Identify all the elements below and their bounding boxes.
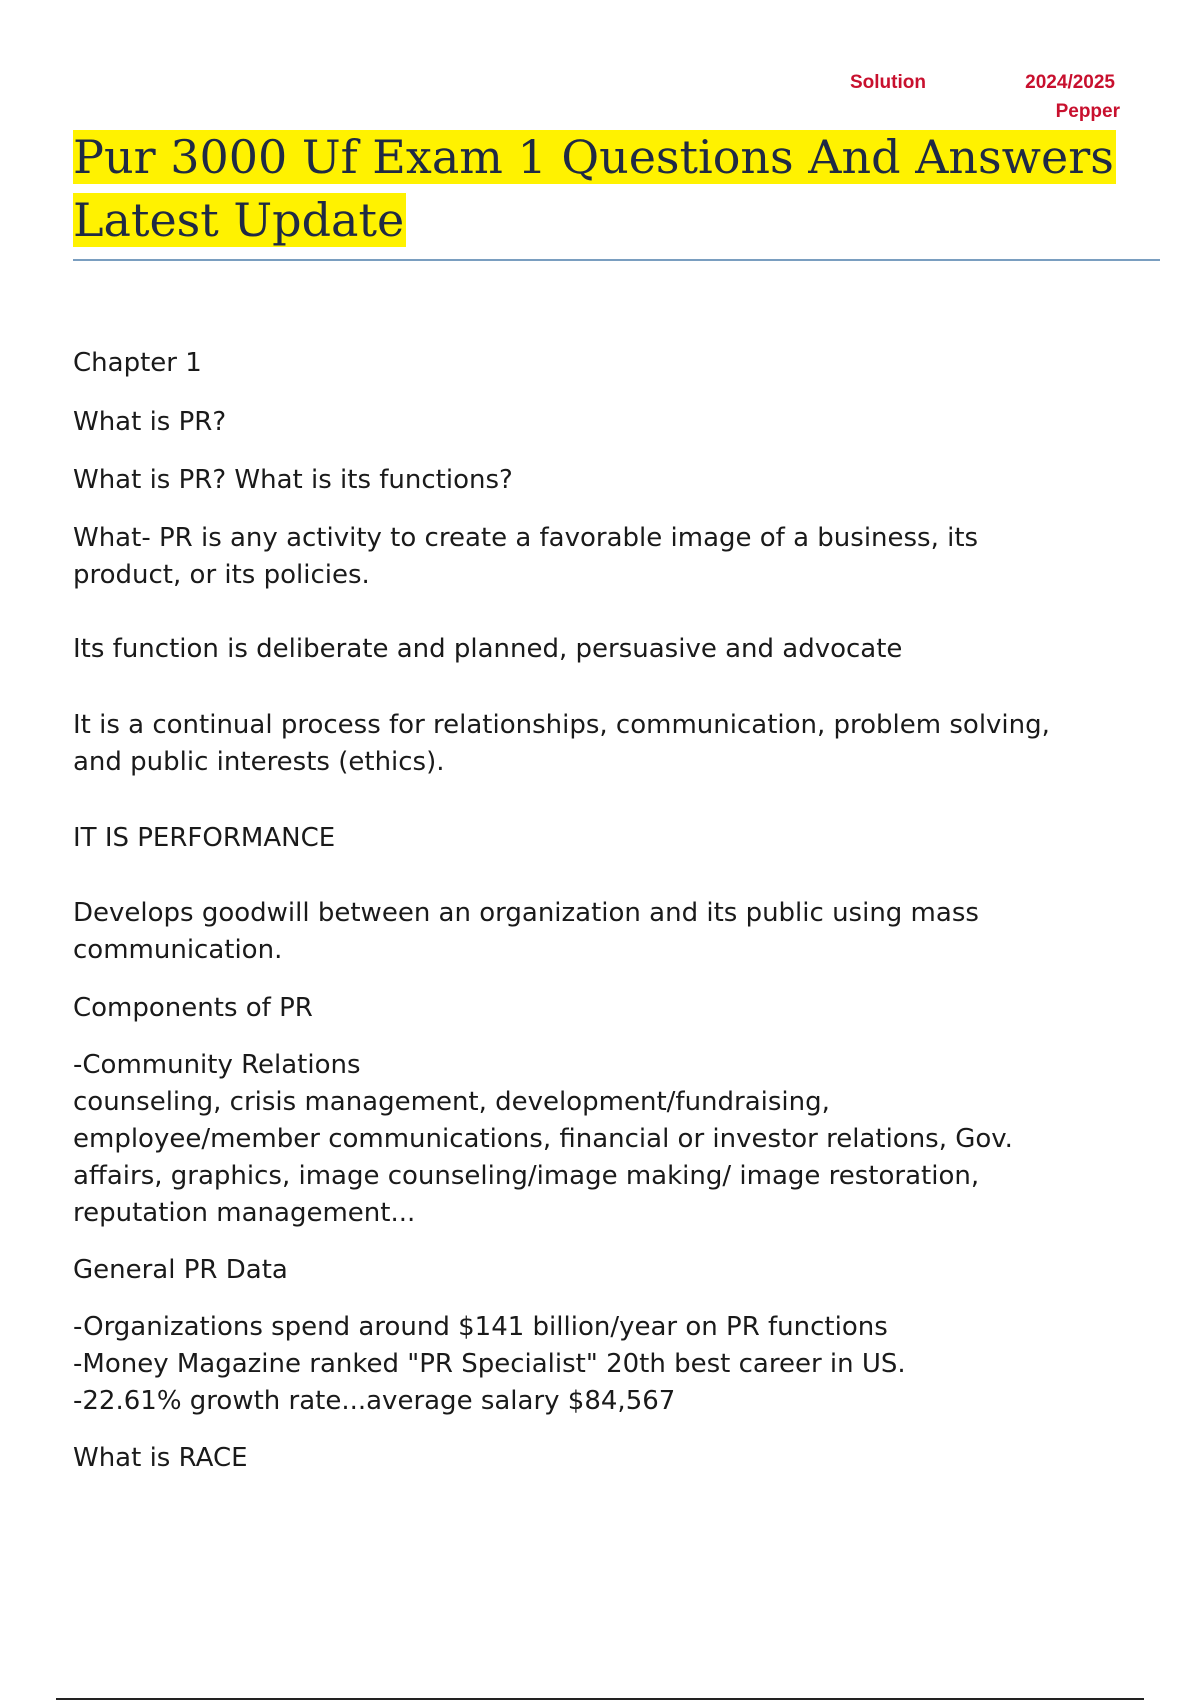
solution-label: Solution xyxy=(850,72,926,93)
answer-general-data-line: -22.61% growth rate...average salary $84,567 xyxy=(73,1386,676,1416)
answer-components-line: employee/member communications, financial or investor relations, Gov. xyxy=(73,1124,1013,1154)
answer-components-line: affairs, graphics, image counseling/image making/ image restoration, xyxy=(73,1161,980,1191)
answer-general-data-line: -Money Magazine ranked "PR Specialist" 20th best career in US. xyxy=(73,1349,906,1379)
document-body xyxy=(73,345,1153,1477)
question-what-is-pr: What is PR? xyxy=(73,407,227,437)
answer-components-line: counseling, crisis management, development/fundraising, xyxy=(73,1087,830,1117)
answer-pr-performance: IT IS PERFORMANCE xyxy=(73,823,336,853)
question-pr-functions: What is PR? What is its functions? xyxy=(73,465,513,495)
question-race: What is RACE xyxy=(73,1443,248,1473)
question-general-data: General PR Data xyxy=(73,1255,288,1285)
answer-pr-process-line: and public interests (ethics). xyxy=(73,747,445,777)
year-label: 2024/2025 xyxy=(1025,72,1115,93)
chapter-heading: Chapter 1 xyxy=(73,348,202,378)
answer-general-data-line: -Organizations spend around $141 billion/year on PR functions xyxy=(73,1312,888,1342)
title-divider xyxy=(73,259,1160,261)
author-label: Pepper xyxy=(1055,101,1120,122)
title-highlight: Pur 3000 Uf Exam 1 Questions And Answers Latest Update xyxy=(73,130,1114,247)
answer-pr-function: Its function is deliberate and planned, persuasive and advocate xyxy=(73,634,903,664)
question-components: Components of PR xyxy=(73,993,313,1023)
answer-pr-process-line: It is a continual process for relationships, communication, problem solving, xyxy=(73,710,1050,740)
answer-pr-definition-line: product, or its policies. xyxy=(73,560,370,590)
answer-pr-definition-line: What- PR is any activity to create a favorable image of a business, its xyxy=(73,523,979,553)
answer-components-line: reputation management... xyxy=(73,1198,416,1228)
header-meta xyxy=(820,72,1120,132)
answer-pr-goodwill-line: communication. xyxy=(73,935,283,965)
document-title xyxy=(73,126,1153,252)
answer-pr-goodwill-line: Develops goodwill between an organization and its public using mass xyxy=(73,898,979,928)
answer-components-line: -Community Relations xyxy=(73,1050,361,1080)
